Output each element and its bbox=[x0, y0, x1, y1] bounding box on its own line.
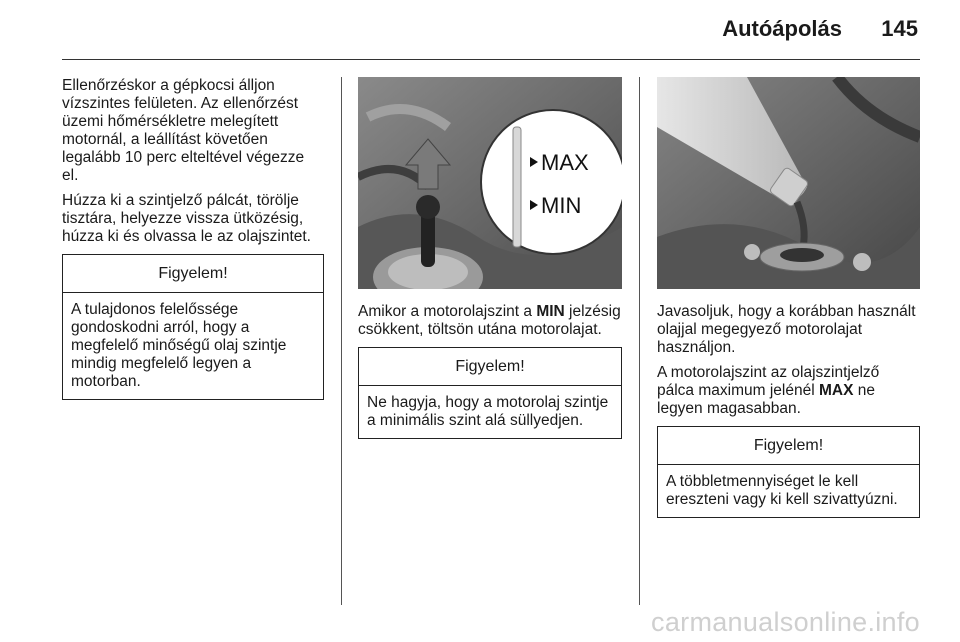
notice-text: A tulajdonos felelőssége gondoskodni arról, hogy a megfelelő minőségű olaj szintje mindig megfelelő legyen a motorban. bbox=[71, 301, 287, 390]
notice-text: A többletmennyiséget le kell ereszteni vagy ki kell szivattyúzni. bbox=[666, 473, 898, 508]
notice-heading: Figyelem! bbox=[63, 255, 323, 293]
notice-box bbox=[62, 254, 324, 400]
page-number: 145 bbox=[881, 16, 918, 41]
paragraph-oil-recommendation: Javasoljuk, hogy a korábban használt olajjal megegyező motorolajat használjon. bbox=[657, 303, 916, 356]
max-mark-label: MAX bbox=[541, 150, 589, 175]
watermark-logo: carmanualsonline.info bbox=[651, 607, 920, 637]
oil-filling-photo bbox=[657, 77, 920, 289]
notice-heading: Figyelem! bbox=[359, 348, 621, 386]
min-emphasis: MIN bbox=[536, 303, 565, 320]
dipstick-photo bbox=[358, 77, 622, 289]
column-divider bbox=[639, 77, 640, 605]
paragraph-min-level: Amikor a motorolajszint a MIN jelzésig csökkent, töltsön utána motorolajat. bbox=[358, 303, 621, 338]
engine-dipstick-illustration bbox=[358, 77, 622, 289]
paragraph-check-conditions: Ellenőrzéskor a gépkocsi álljon vízszintes felületen. Az ellenőrzést üzemi hőmérsékletre melegített motornál, a leállítást követően legalább 10 perc elteltével végezze el. bbox=[62, 77, 305, 184]
column-2 bbox=[358, 77, 622, 439]
paragraph-max-level: A motorolajszint az olajszintjelző pálca maximum jelénél MAX ne legyen magasabban. bbox=[657, 364, 880, 417]
paragraph-dipstick-steps: Húzza ki a szintjelző pálcát, törölje tisztára, helyezze vissza ütközésig, húzza ki és olvassa le az olajszintet. bbox=[62, 192, 311, 245]
notice-box bbox=[657, 426, 920, 518]
notice-text: Ne hagyja, hogy a motorolaj szintje a minimális szint alá süllyedjen. bbox=[367, 394, 609, 429]
oil-pouring-illustration bbox=[657, 77, 920, 289]
header-divider bbox=[62, 59, 920, 60]
notice-box bbox=[358, 347, 622, 439]
column-3 bbox=[657, 77, 920, 518]
min-mark-label: MIN bbox=[541, 193, 582, 218]
column-1 bbox=[62, 77, 324, 400]
section-title: Autóápolás bbox=[722, 16, 842, 41]
notice-heading: Figyelem! bbox=[658, 427, 919, 465]
page-header bbox=[0, 0, 960, 60]
max-emphasis: MAX bbox=[818, 382, 854, 399]
column-divider bbox=[341, 77, 342, 605]
